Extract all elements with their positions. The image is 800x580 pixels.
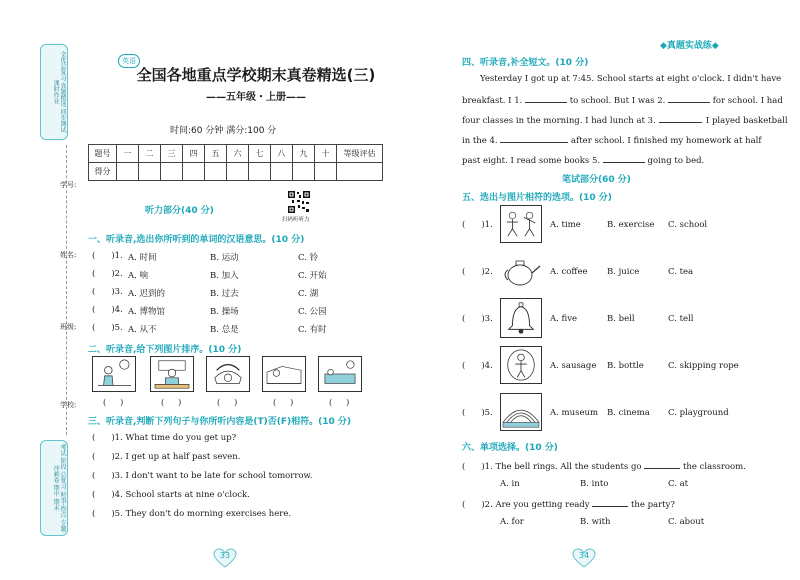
question-number: 4. [114,305,123,315]
choice-question [462,460,746,472]
student-id-label: 学号: [60,181,77,189]
option-a: A. in [500,479,520,489]
paren-close: ) [111,452,115,462]
choice-question [462,498,675,510]
tf-question-text: 4. School starts at nine o'clock. [114,490,250,500]
option-b: B. into [580,479,609,489]
tf-question-text: 1. What time do you get up? [114,433,237,443]
passage-text: after school. I finished my homework at half [571,136,762,146]
option-b: B. bottle [607,361,644,371]
passage-line [462,134,762,146]
section-4-title: 四、听录音,补全短文。(10 分) [462,58,589,68]
option-c: C. school [668,220,708,230]
question-number: 5. [484,408,493,418]
score-input-cell[interactable] [139,163,161,181]
passage-text: breakfast. I 1. [462,96,523,106]
page-subtitle: ——五年级・上册—— [206,92,306,103]
boy-with-clock-picture [92,356,136,392]
score-input-cell[interactable] [315,163,337,181]
question-row [462,361,493,371]
bell-picture [500,298,542,338]
option-b: B. with [580,517,611,527]
score-cell: 七 [249,145,271,163]
section-3-title: 三、听录音,判断下列句子与你所听内容是(T)否(F)相符。(10 分) [88,417,352,427]
option-b: B. exercise [607,220,655,230]
question-text: the classroom. [682,462,746,472]
score-cell: 九 [293,145,315,163]
score-cell: 得分 [89,163,117,181]
option-c: C. tea [668,267,694,277]
tf-question [92,490,250,500]
tf-question-text: 5. They don't do morning exercises here. [114,509,292,519]
option-c: C. playground [668,408,729,418]
written-part-title: 笔试部分(60 分) [562,175,631,185]
question-row [462,220,493,230]
skipping-rope-picture [500,346,542,384]
answer-paren[interactable]: ( [462,408,466,418]
score-cell: 题号 [89,145,117,163]
question-number: 5. [114,323,123,333]
section-1-title: 一、听录音,选出你所听到的单词的汉语意思。(10 分) [88,235,305,245]
score-input-cell[interactable] [249,163,271,181]
score-input-cell[interactable] [161,163,183,181]
blank-3[interactable] [659,114,701,123]
score-cell: 十 [315,145,337,163]
score-table-header-row [89,145,383,163]
answer-paren[interactable]: ( [92,452,96,462]
tf-question [92,452,240,462]
option-b: B. 加入 [210,271,239,281]
score-cell: 五 [205,145,227,163]
blank-1[interactable] [525,94,567,103]
option-a: A. 迟到的 [128,289,166,299]
answer-paren[interactable]: ( [92,287,96,297]
option-c: C. tell [668,314,694,324]
score-cell: 三 [161,145,183,163]
passage-line [462,94,783,106]
paren-close: ) [111,305,115,315]
binding-sidebar [0,0,78,580]
score-cell: 等级评估 [337,145,383,163]
question-text: 2. Are you getting ready [484,500,590,510]
listening-part-title: 听力部分(40 分) [145,206,214,216]
tf-question [92,471,313,481]
option-a: A. five [550,314,578,324]
option-c: C. 湖 [298,289,319,299]
question-number: 3. [114,287,123,297]
option-a: A. for [500,517,524,527]
question-row [92,251,123,261]
question-number: 4. [484,361,493,371]
passage-text: past eight. I read some books 5. [462,156,601,166]
paren-close: ) [111,287,115,297]
answer-paren[interactable]: ( [462,220,466,230]
question-number: 3. [484,314,493,324]
blank[interactable] [592,498,628,507]
order-paren[interactable]: ( ) [273,398,294,407]
answer-paren[interactable]: ( [462,500,466,510]
passage-line [462,114,788,126]
exercise-people-picture [500,205,542,243]
paren-close: ) [111,509,115,519]
answer-paren[interactable]: ( [92,305,96,315]
question-number: 2. [114,269,123,279]
option-c: C. at [668,479,689,489]
class-label: 班级: [60,323,77,331]
option-a: A. coffee [550,267,588,277]
option-b: B. 过去 [210,289,239,299]
score-input-cell[interactable] [205,163,227,181]
question-row [92,323,123,333]
score-table-score-row [89,163,383,181]
paren-close: ) [111,269,115,279]
page-title: 全国各地重点学校期末真卷精选(三) [136,66,376,84]
score-table [88,144,383,181]
question-number: 2. [484,267,493,277]
tf-question-text: 3. I don't want to be late for school tomorrow. [114,471,313,481]
passage-text: for school. I had [712,96,783,106]
option-c: C. skipping rope [668,361,739,371]
score-cell: 四 [183,145,205,163]
answer-paren[interactable]: ( [92,490,96,500]
sleeping-in-bed-picture [262,356,306,392]
option-b: B. cinema [607,408,650,418]
tf-question [92,509,291,519]
telephone-picture [206,356,250,392]
score-cell: 一 [117,145,139,163]
option-c: C. 开始 [298,271,327,281]
sidebar-top-box: 全优总复习 真题精选 同步测试 课时作业 [40,44,68,140]
man-at-desk-picture [150,356,194,392]
question-row [92,287,123,297]
page-number-right: 34 [578,551,590,560]
answer-paren[interactable]: ( [462,361,466,371]
question-text: 1. The bell rings. All the students go [484,462,642,472]
score-cell: 六 [227,145,249,163]
bedroom-picture [318,356,362,392]
paren-close: ) [481,220,485,230]
passage-text: to school. But I was 2. [569,96,666,106]
blank[interactable] [644,460,680,469]
option-a: A. sausage [550,361,597,371]
score-input-cell[interactable] [271,163,293,181]
score-input-cell[interactable] [337,163,383,181]
option-b: B. 总是 [210,325,239,335]
order-paren[interactable]: ( ) [103,398,124,407]
answer-paren[interactable]: ( [92,251,96,261]
option-a: A. 响 [128,271,149,281]
passage-text: going to bed. [647,156,705,166]
question-row [92,269,123,279]
teapot-picture [500,252,542,290]
score-input-cell[interactable] [183,163,205,181]
qr-caption: 扫码听听力 [282,217,310,223]
score-input-cell[interactable] [117,163,139,181]
name-label: 姓名: [60,251,77,259]
question-row [462,408,493,418]
option-b: B. juice [607,267,640,277]
score-cell: 八 [271,145,293,163]
passage-text: . I played basketball [700,116,788,126]
option-a: A. 博物馆 [128,307,166,317]
time-info: 时间:60 分钟 满分:100 分 [170,126,277,136]
answer-paren[interactable]: ( [92,471,96,481]
order-paren[interactable]: ( ) [217,398,238,407]
question-number: 1. [484,220,493,230]
blank-4[interactable] [500,134,568,143]
tf-question-text: 2. I get up at half past seven. [114,452,241,462]
passage-text: in the 4. [462,136,498,146]
section-6-title: 六、单项选择。(10 分) [462,443,558,453]
option-c: C. 公园 [298,307,327,317]
passage-line [462,154,704,166]
score-input-cell[interactable] [293,163,315,181]
question-row [92,305,123,315]
answer-paren[interactable]: ( [92,323,96,333]
playground-picture [500,393,542,431]
paren-close: ) [111,471,115,481]
passage-text: four classes in the morning. I had lunch at 3. [462,116,656,126]
option-a: A. museum [550,408,599,418]
page-number-left: 33 [219,551,231,560]
paren-close: ) [481,500,485,510]
paren-close: ) [481,361,485,371]
paren-close: ) [481,408,485,418]
answer-paren[interactable]: ( [462,267,466,277]
qr-code-icon[interactable] [287,190,311,214]
order-paren[interactable]: ( ) [329,398,350,407]
option-c: C. about [668,517,705,527]
option-c: C. 有时 [298,325,327,335]
school-label: 学校: [60,401,77,409]
paren-close: ) [111,490,115,500]
option-b: B. 运动 [210,253,239,263]
question-row [462,314,493,324]
english-badge: 英语 [118,54,140,68]
option-a: A. 从不 [128,325,157,335]
answer-paren[interactable]: ( [462,462,466,472]
paren-close: ) [481,314,485,324]
paren-close: ) [111,251,115,261]
passage-line: Yesterday I got up at 7:45. School starts at eight o'clock. I didn't have [480,74,782,84]
section-5-title: 五、选出与图片相符的选项。(10 分) [462,193,612,203]
option-c: C. 铃 [298,253,319,263]
paren-close: ) [481,267,485,277]
paren-close: ) [481,462,485,472]
score-cell: 二 [139,145,161,163]
option-b: B. 操场 [210,307,239,317]
blank-2[interactable] [668,94,710,103]
question-number: 1. [114,251,123,261]
option-a: A. time [550,220,581,230]
question-text: the party? [630,500,675,510]
question-row [462,267,493,277]
paren-close: ) [111,323,115,333]
order-paren[interactable]: ( ) [161,398,182,407]
series-label: ◆真题实战练◆ [660,41,719,51]
answer-paren[interactable]: ( [92,269,96,279]
option-a: A. 时间 [128,253,157,263]
option-b: B. bell [607,314,635,324]
paren-close: ) [111,433,115,443]
blank-5[interactable] [603,154,645,163]
answer-paren[interactable]: ( [462,314,466,324]
section-2-title: 二、听录音,给下列图片排序。(10 分) [88,345,242,355]
score-input-cell[interactable] [227,163,249,181]
tf-question [92,433,236,443]
sidebar-bottom-box: 考试 阶段 总复习 时事·热点 专题 冲刺卷 期中 期末 [40,440,68,536]
answer-paren[interactable]: ( [92,509,96,519]
answer-paren[interactable]: ( [92,433,96,443]
